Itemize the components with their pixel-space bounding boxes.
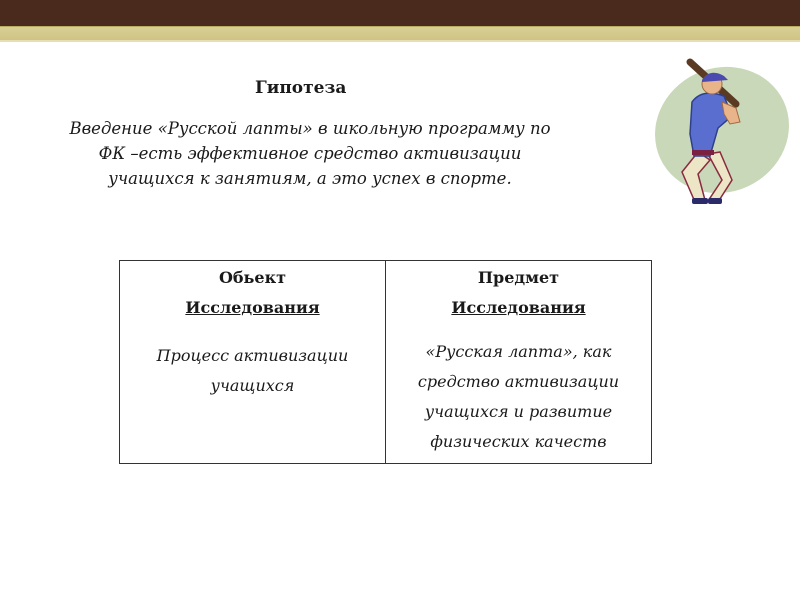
subject-description-line: физических качеств	[430, 432, 607, 451]
object-description-line: Процесс активизации	[156, 346, 349, 365]
subject-heading: Предмет	[477, 268, 560, 287]
object-heading-sub: Исследования	[185, 298, 320, 317]
object-description-line: учащихся	[210, 376, 295, 395]
object-cell	[120, 261, 385, 463]
subject-heading-sub: Исследования	[451, 298, 586, 317]
hypothesis-text	[30, 116, 590, 191]
subject-description-line: средство активизации	[417, 372, 620, 391]
object-heading: Обьект	[218, 268, 287, 287]
header-stripe	[0, 26, 800, 41]
top-bar	[0, 0, 800, 26]
subject-description-line: учащихся и развитие	[424, 402, 613, 421]
hypothesis-line: ФК –есть эффективное средство активизации	[98, 144, 522, 163]
subject-cell	[385, 261, 651, 463]
object-description	[120, 341, 385, 401]
subject-description-line: «Русская лапта», как	[425, 342, 612, 361]
hypothesis-line: Введение «Русской лапты» в школьную программу по	[69, 119, 551, 138]
hypothesis-line: учащихся к занятиям, а это успех в спорте.	[108, 169, 512, 188]
subject-description	[386, 337, 651, 457]
hypothesis-title: Гипотеза	[255, 78, 347, 98]
baseball-batter-icon	[640, 52, 790, 212]
research-table	[119, 260, 652, 464]
header-stripe-thin	[0, 40, 800, 42]
